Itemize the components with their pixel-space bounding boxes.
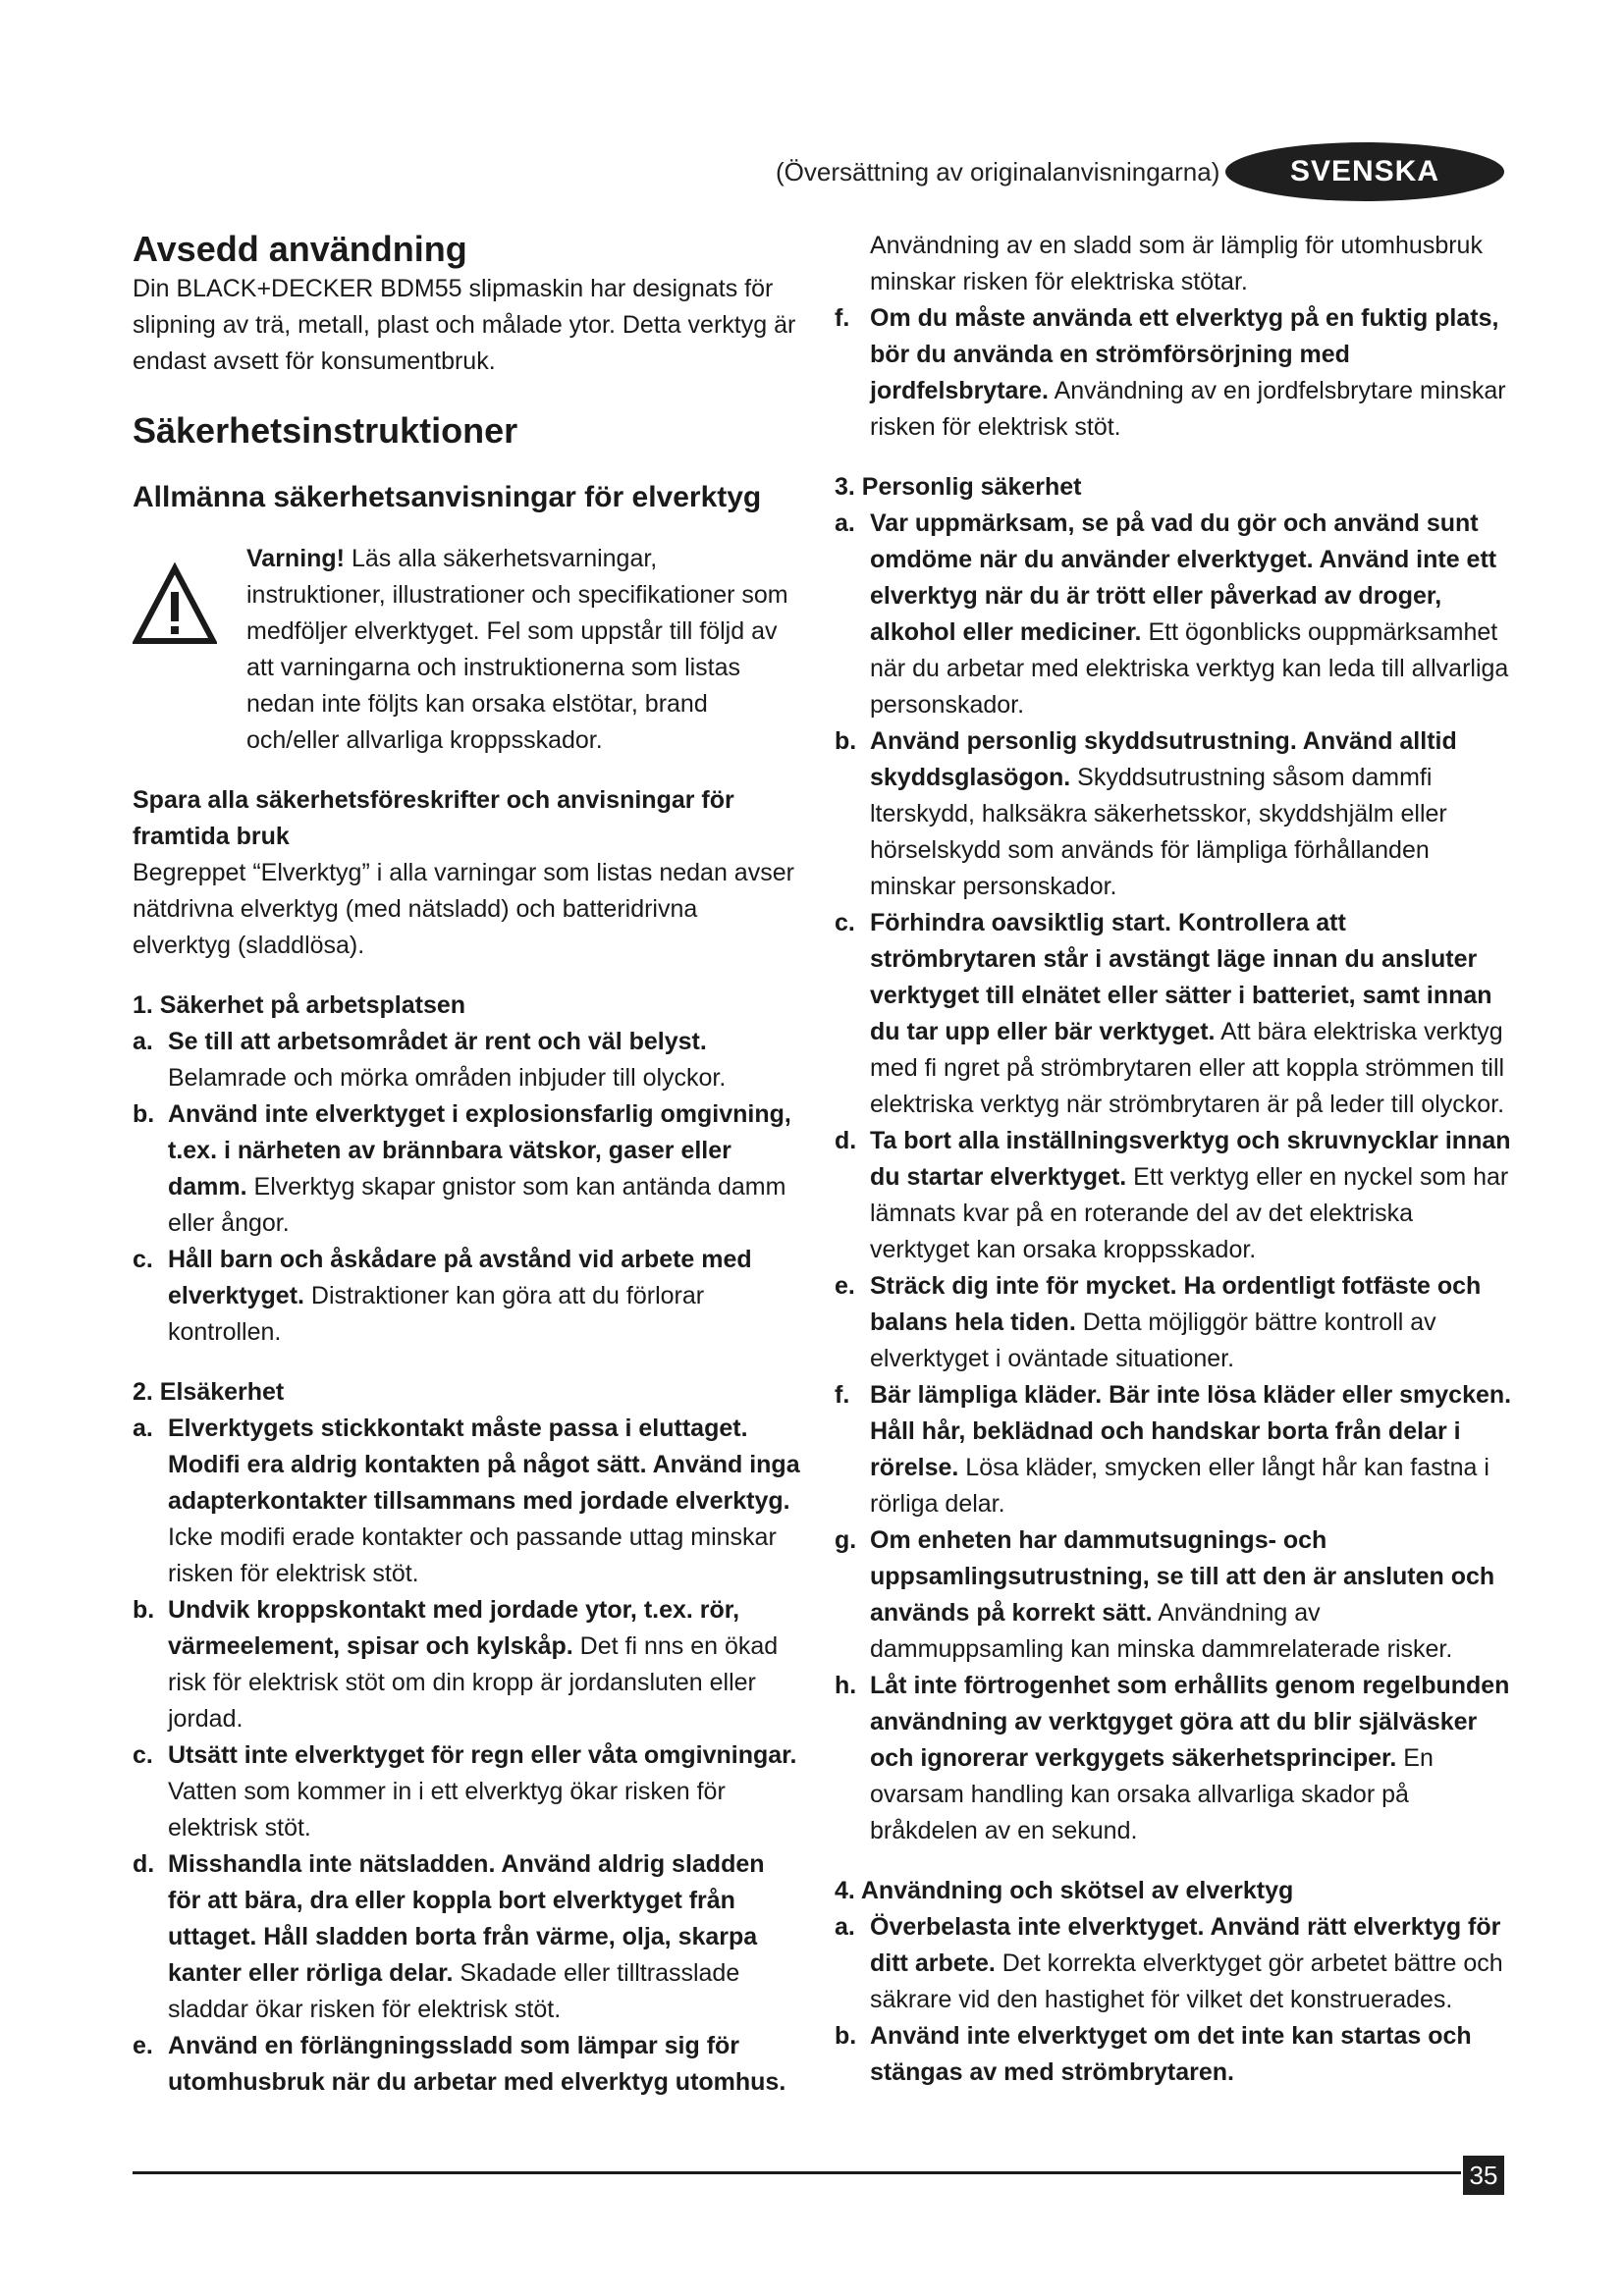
term-definition: Begreppet “Elverktyg” i alla varningar som listas nedan avser nätdrivna elverktyg (med nätsladd) och batteridrivna elverktyg (sladdlösa).: [133, 859, 794, 959]
language-badge: SVENSKA: [1225, 142, 1504, 201]
item-bold: Håll barn och åskådare på avstånd vid arbete med elverktyget.: [168, 1246, 752, 1309]
item-bold: Ta bort alla inställningsverktyg och skruvnycklar innan du startar elverktyget.: [870, 1127, 1511, 1191]
item-label: b.: [835, 727, 857, 755]
item-body: Användning av en jordfelsbrytare minskar risken för elektrisk stöt.: [870, 377, 1506, 441]
list-item: [835, 300, 1512, 446]
item-bold: Använd inte elverktyget om det inte kan startas och stängas av med strömbrytaren.: [870, 2022, 1472, 2086]
item-bold: Använd personlig skyddsutrustning. Använd alltid skyddsglasögon.: [870, 727, 1457, 791]
item-text: [870, 905, 1512, 1123]
item-body: Det korrekta elverktyget gör arbetet bättre och säkrare vid den hastighet för vilket det konstruerades.: [870, 1949, 1503, 2013]
warning-text: [237, 541, 800, 759]
list-item: [835, 506, 1512, 723]
item-body: Detta möjliggör bättre kontroll av elverktyget i oväntade situationer.: [870, 1308, 1436, 1372]
item-text: [870, 506, 1512, 723]
item-text: [870, 723, 1512, 905]
section-1-list: [133, 1024, 800, 1351]
item-text: [168, 1242, 800, 1351]
section-2e-continuation: Användning av en sladd som är lämplig för utomhusbruk minskar risken för elektriska stötar.: [870, 232, 1483, 295]
warning-triangle-icon: [133, 562, 217, 651]
item-label: d.: [835, 1127, 857, 1154]
section-3-list: [835, 506, 1512, 1849]
item-bold: Var uppmärksam, se på vad du gör och använd sunt omdöme när du använder elverktyget. Använd inte ett elverktyg när du är trött eller påverkad av droger, alkohol eller mediciner.: [870, 509, 1497, 646]
item-body: Vatten som kommer in i ett elverktyg ökar risken för elektrisk stöt.: [168, 1778, 726, 1842]
list-item: [133, 1846, 800, 2028]
item-label: e.: [133, 2032, 153, 2059]
item-body: Icke modifi erade kontakter och passande uttag minskar risken för elektrisk stöt.: [168, 1523, 777, 1587]
warning-lead: Varning!: [246, 545, 346, 572]
item-label: f.: [835, 304, 850, 332]
item-label: g.: [835, 1526, 857, 1554]
section-1-heading: 1. Säkerhet på arbetsplatsen: [133, 991, 466, 1019]
list-item: [835, 1377, 1512, 1522]
list-item: [835, 1522, 1512, 1668]
item-text: [870, 1377, 1512, 1522]
item-label: c.: [835, 909, 855, 936]
item-text: [870, 1909, 1512, 2018]
item-bold: Om du måste använda ett elverktyg på en fuktig plats, bör du använda en strömförsörjning med jordfelsbrytare.: [870, 304, 1499, 404]
item-text: [168, 1096, 800, 1242]
item-body: Det fi nns en ökad risk för elektrisk stöt om din kropp är jordansluten eller jordad.: [168, 1632, 779, 1733]
item-label: h.: [835, 1672, 857, 1699]
item-body: Distraktioner kan göra att du förlorar kontrollen.: [168, 1282, 705, 1346]
item-body: En ovarsam handling kan orsaka allvarliga skador på bråkdelen av en sekund.: [870, 1744, 1434, 1844]
item-body: Skadade eller tilltrasslade sladdar ökar risken för elektrisk stöt.: [168, 1959, 740, 2023]
item-text: [870, 1123, 1512, 1268]
item-body: Att bära elektriska verktyg med fi ngret på strömbrytaren eller att koppla strömmen till elektriska verktyg när strömbrytaren är på leder till olyckor.: [870, 1018, 1505, 1118]
item-label: b.: [133, 1100, 155, 1128]
list-item: [133, 1737, 800, 1846]
item-text: [870, 1522, 1512, 1668]
item-text: [168, 2028, 800, 2101]
item-label: b.: [835, 2022, 857, 2050]
item-bold: Se till att arbetsområdet är rent och väl belyst.: [168, 1028, 707, 1055]
item-label: d.: [133, 1850, 155, 1878]
list-item: [133, 2028, 800, 2101]
item-bold: Misshandla inte nätsladden. Använd aldrig sladden för att bära, dra eller koppla bort elverktyget från uttaget. Håll sladden borta från värme, olja, skarpa kanter eller rörliga delar.: [168, 1850, 765, 1987]
item-label: a.: [835, 509, 855, 537]
warning-block: [133, 541, 800, 759]
list-item: [835, 2018, 1512, 2091]
item-label: b.: [133, 1596, 155, 1624]
section-4-heading: 4. Användning och skötsel av elverktyg: [835, 1877, 1294, 1904]
section-4-list: [835, 1909, 1512, 2091]
intended-use-heading: Avsedd användning: [133, 229, 467, 269]
section-3-heading: 3. Personlig säkerhet: [835, 473, 1082, 501]
section-2-list: [133, 1411, 800, 2101]
list-item: [133, 1411, 800, 1592]
item-text: [870, 300, 1512, 446]
item-label: c.: [133, 1741, 153, 1769]
item-label: a.: [133, 1415, 153, 1442]
item-bold: Låt inte förtrogenhet som erhållits genom regelbunden användning av verktgyget göra att du blir själväsker och ignorerar verkgygets säkerhetsprinciper.: [870, 1672, 1510, 1772]
warning-body: Läs alla säkerhetsvarningar, instruktioner, illustrationer och specifikationer som medföljer elverktyget. Fel som uppstår till följd av att varningarna och instruktionerna som listas nedan inte följts kan orsaka elstötar, brand och/eller allvarliga kroppsskador.: [246, 545, 788, 754]
section-2-heading: 2. Elsäkerhet: [133, 1378, 285, 1406]
item-bold: Elverktygets stickkontakt måste passa i eluttaget. Modifi era aldrig kontakten på något sätt. Använd inga adapterkontakter tillsammans med jordade elverktyg.: [168, 1415, 800, 1515]
general-safety-heading: Allmänna säkerhetsanvisningar för elverktyg: [133, 481, 762, 513]
item-label: a.: [835, 1913, 855, 1941]
safety-heading: Säkerhetsinstruktioner: [133, 410, 518, 451]
list-item: [133, 1096, 800, 1242]
item-bold: Överbelasta inte elverktyget. Använd rätt elverktyg för ditt arbete.: [870, 1913, 1501, 1977]
item-label: e.: [835, 1272, 855, 1300]
list-item: [133, 1024, 800, 1096]
item-bold: Om enheten har dammutsugnings- och uppsamlingsutrustning, se till att den är ansluten och används på korrekt sätt.: [870, 1526, 1495, 1627]
item-label: c.: [133, 1246, 153, 1273]
right-column: [835, 228, 1512, 2091]
item-text: [870, 1268, 1512, 1377]
item-body: Ett ögonblicks ouppmärksamhet när du arbetar med elektriska verktyg kan leda till allvarliga personskador.: [870, 618, 1509, 719]
item-text: [168, 1024, 800, 1096]
item-text: [870, 2018, 1512, 2091]
item-bold: Använd en förlängningssladd som lämpar sig för utomhusbruk när du arbetar med elverktyg utomhus.: [168, 2032, 786, 2096]
list-item: [835, 1268, 1512, 1377]
intended-use-text: Din BLACK+DECKER BDM55 slipmaskin har designats för slipning av trä, metall, plast och målade ytor. Detta verktyg är endast avsett för konsumentbruk.: [133, 275, 796, 375]
list-item: [835, 1668, 1512, 1849]
item-body: Ett verktyg eller en nyckel som har lämnats kvar på en roterande del av det elektriska verktyget kan orsaka kroppsskador.: [870, 1163, 1509, 1263]
item-text: [168, 1592, 800, 1737]
list-item: [133, 1592, 800, 1737]
left-column: [133, 228, 800, 2101]
save-instructions-heading: Spara alla säkerhetsföreskrifter och anvisningar för framtida bruk: [133, 786, 734, 850]
item-text: [168, 1846, 800, 2028]
item-label: f.: [835, 1381, 850, 1409]
list-item: [133, 1242, 800, 1351]
list-item: [835, 723, 1512, 905]
item-body: Användning av dammuppsamling kan minska dammrelaterade risker.: [870, 1599, 1453, 1663]
item-bold: Utsätt inte elverktyget för regn eller våta omgivningar.: [168, 1741, 797, 1769]
item-bold: Sträck dig inte för mycket. Ha ordentligt fotfäste och balans hela tiden.: [870, 1272, 1482, 1336]
list-item: [835, 1123, 1512, 1268]
item-label: a.: [133, 1028, 153, 1055]
item-body: Skyddsutrustning såsom dammfi lterskydd, halksäkra säkerhetsskor, skyddshjälm eller hörselskydd som används för lämpliga förhållanden minskar personskador.: [870, 764, 1447, 900]
item-text: [168, 1411, 800, 1592]
list-item: [835, 905, 1512, 1123]
item-bold: Undvik kroppskontakt med jordade ytor, t.ex. rör, värmeelement, spisar och kylskåp.: [168, 1596, 740, 1660]
item-text: [870, 1668, 1512, 1849]
footer-rule: [133, 2171, 1461, 2174]
item-body: Lösa kläder, smycken eller långt hår kan fastna i rörliga delar.: [870, 1454, 1489, 1518]
item-bold: Bär lämpliga kläder. Bär inte lösa kläder eller smycken. Håll hår, beklädnad och handskar borta från delar i rörelse.: [870, 1381, 1512, 1481]
item-body: Elverktyg skapar gnistor som kan antända damm eller ångor.: [168, 1173, 786, 1237]
list-item: [835, 1909, 1512, 2018]
item-bold: Använd inte elverktyget i explosionsfarlig omgivning, t.ex. i närheten av brännbara vätskor, gaser eller damm.: [168, 1100, 791, 1201]
item-bold: Förhindra oavsiktlig start. Kontrollera att strömbrytaren står i avstängt läge innan du ansluter verktyget till elnätet eller sätter i batteriet, samt innan du tar upp eller bär verktyget.: [870, 909, 1492, 1045]
item-body: Belamrade och mörka områden inbjuder till olyckor.: [168, 1064, 727, 1092]
item-text: [168, 1737, 800, 1846]
page-number: 35: [1463, 2156, 1504, 2195]
header-subtitle: (Översättning av originalanvisningarna): [776, 157, 1220, 187]
section-2f: [835, 300, 1512, 446]
